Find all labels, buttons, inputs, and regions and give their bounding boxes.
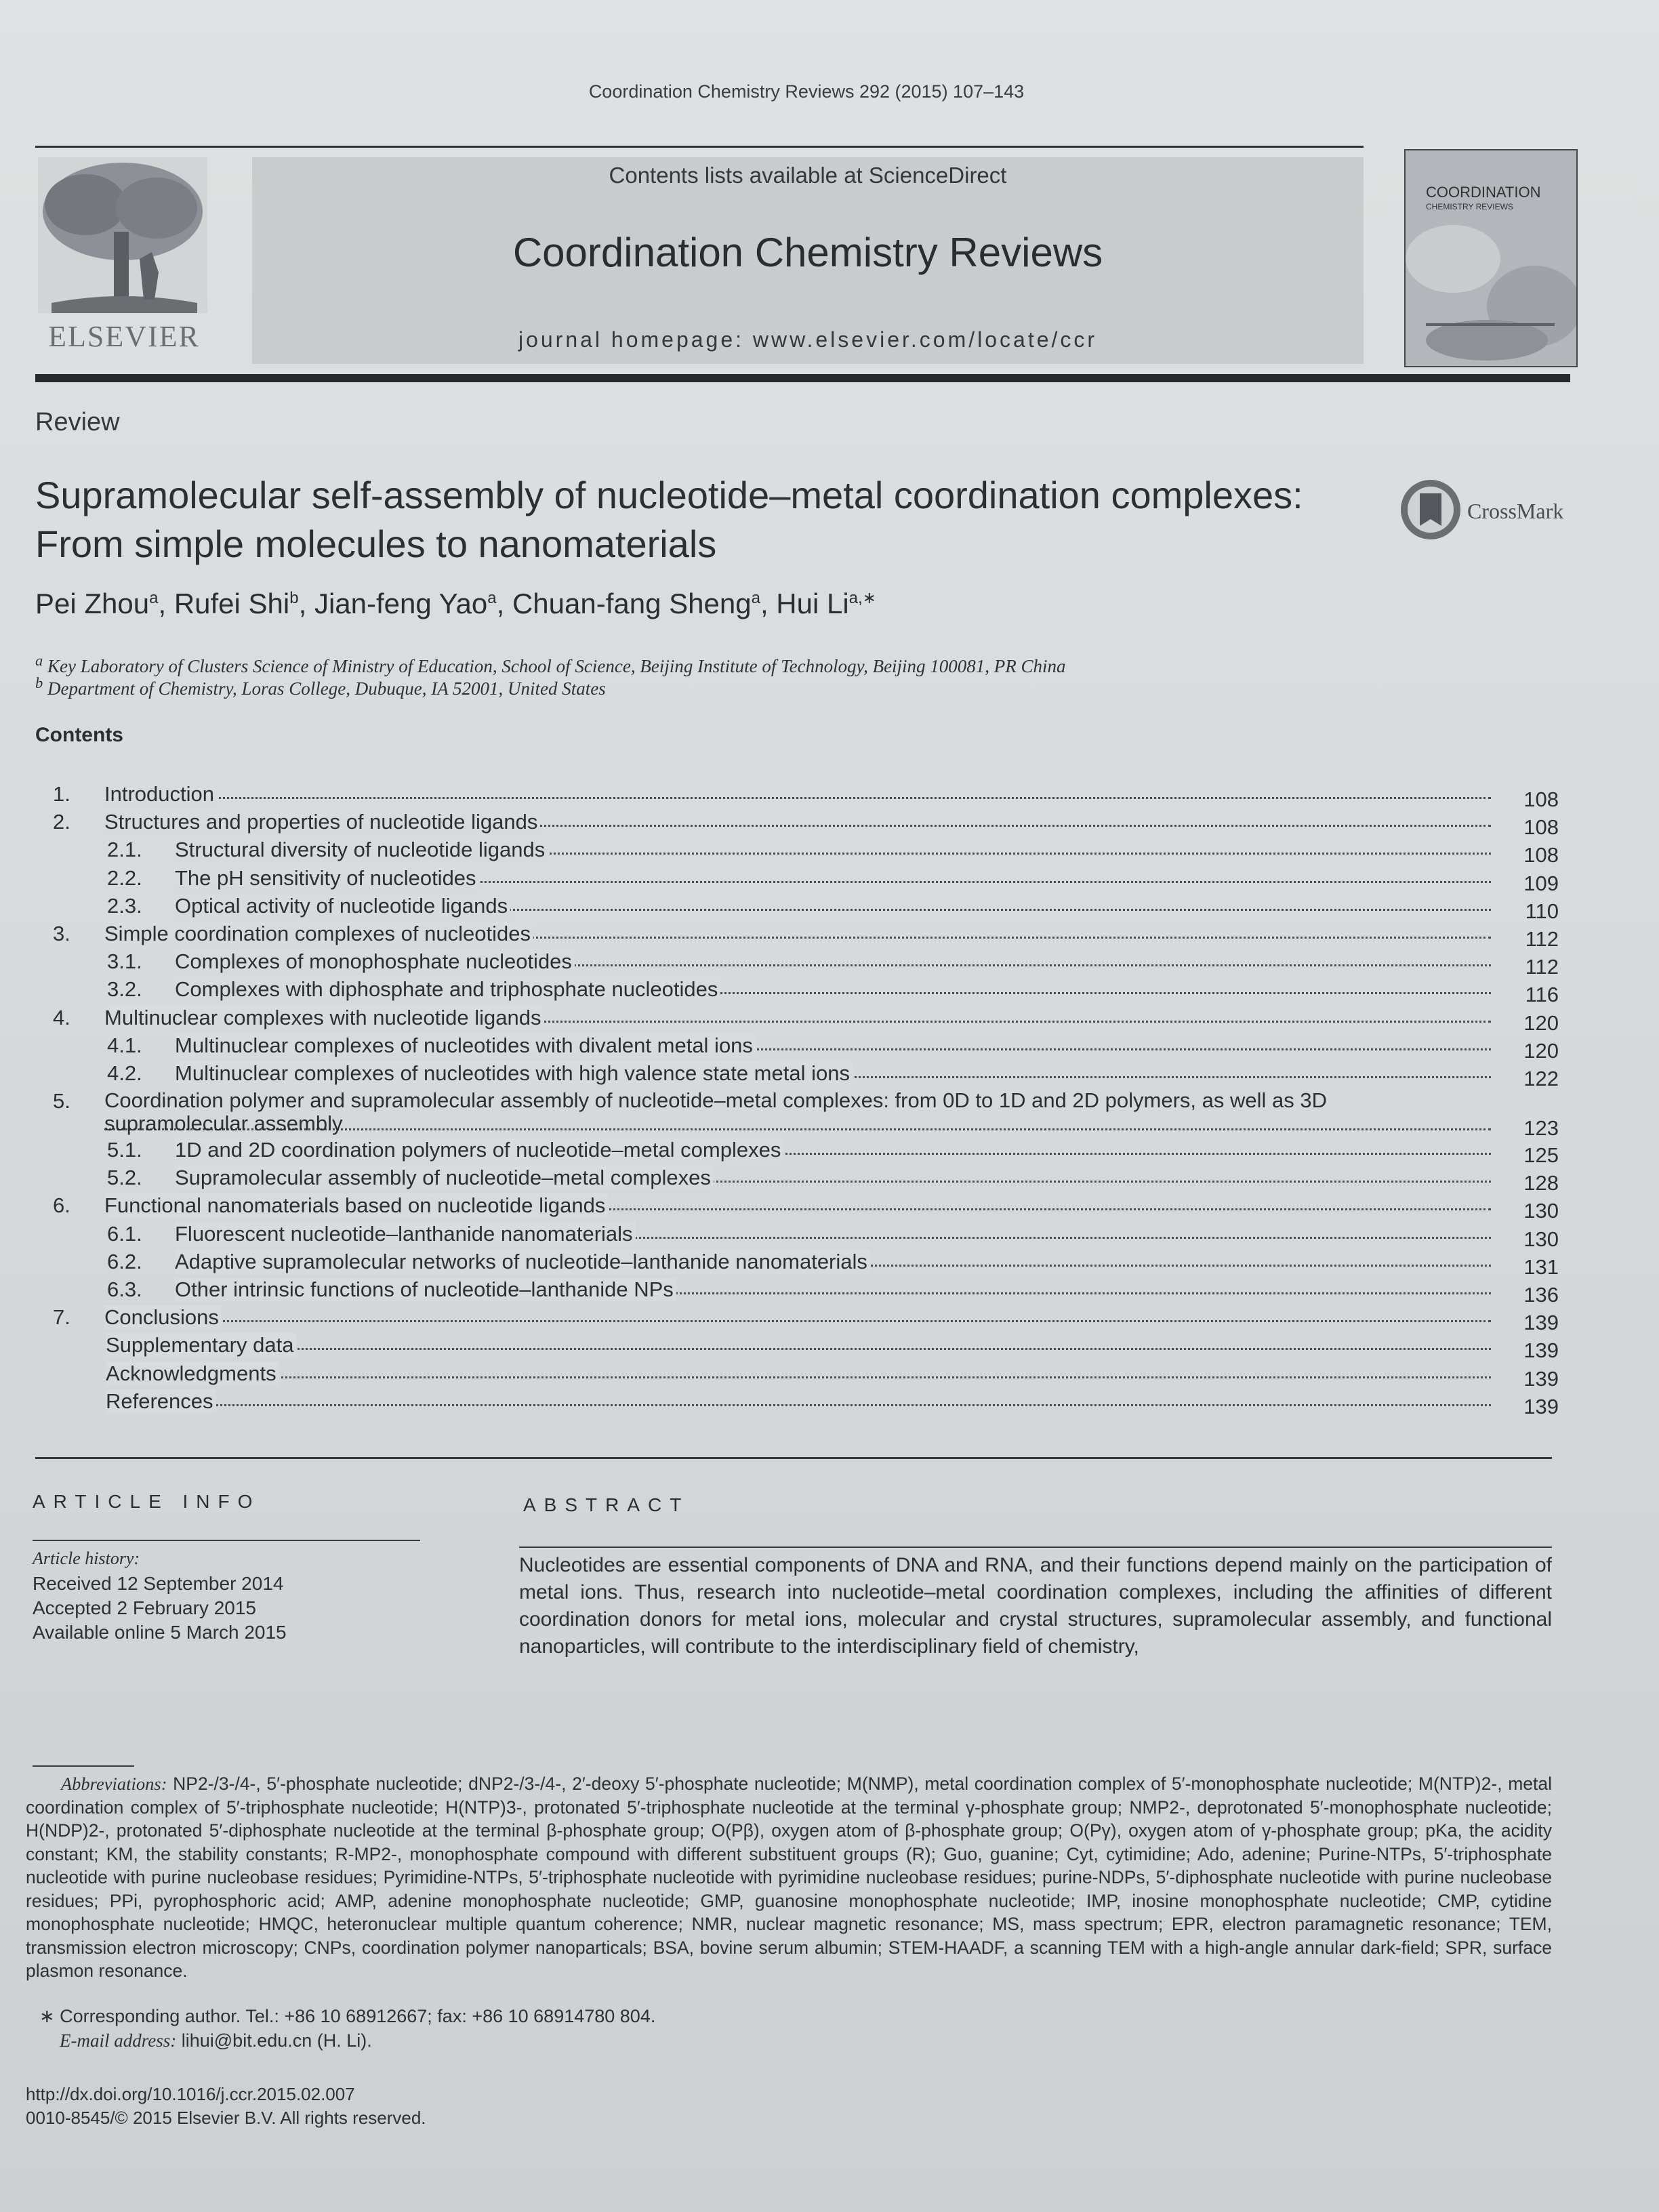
toc-title[interactable]: Complexes of monophosphate nucleotides [175, 949, 575, 974]
article-type: Review [35, 408, 120, 436]
toc-title[interactable]: Multinuclear complexes with nucleotide ligands [104, 1006, 544, 1030]
article-info-heading: ARTICLE INFO [33, 1491, 261, 1512]
author-name[interactable]: Hui Li [776, 588, 849, 619]
toc-number: 6.2. [107, 1249, 142, 1273]
elsevier-logo [35, 157, 213, 354]
toc-dot-leader [106, 1376, 1491, 1378]
affiliation-mark: a [35, 652, 43, 669]
toc-entry[interactable] [42, 1163, 1559, 1195]
cover-title: COORDINATION [1426, 184, 1541, 201]
toc-dot-leader [104, 797, 1491, 799]
crossmark-badge[interactable] [1399, 474, 1582, 549]
toc-page-number: 120 [1523, 1010, 1559, 1035]
toc-entry[interactable] [42, 1303, 1559, 1335]
author-name[interactable]: Rufei Shi [173, 588, 290, 619]
author-list: Pei Zhou$^a$, Rufei Shi$^b$, Jian-feng Yao$^a$, Chuan-fang Sheng$^a$, Hui $Li^{a,∗}$ [35, 588, 876, 619]
cover-texture [1406, 150, 1576, 366]
toc-title[interactable]: Conclusions [104, 1305, 222, 1330]
toc-entry[interactable] [42, 1191, 1559, 1223]
journal-title: Coordination Chemistry Reviews [512, 230, 1103, 275]
email-address[interactable]: lihui@bit.edu.cn (H. Li). [181, 2030, 372, 2051]
contents-end-rule [35, 1457, 1552, 1459]
toc-title[interactable]: Supplementary data [106, 1333, 296, 1357]
abstract-rule [519, 1547, 1552, 1548]
toc-page-number: 110 [1525, 899, 1559, 923]
toc-page-number: 139 [1523, 1366, 1559, 1391]
email-note [60, 2030, 372, 2051]
toc-number: 6.1. [107, 1221, 142, 1246]
toc-entry[interactable] [42, 975, 1559, 1007]
toc-page-number: 108 [1523, 815, 1559, 840]
toc-title[interactable]: The pH sensitivity of nucleotides [175, 866, 479, 890]
toc-page-number: 125 [1523, 1143, 1559, 1168]
affiliation-text: Key Laboratory of Clusters Science of Ministry of Education, School of Science, Beijing Institute of Technology, Beijing 100081, PR China [47, 656, 1066, 676]
toc-entry[interactable] [42, 1247, 1559, 1279]
history-received: Received 12 September 2014 [33, 1573, 284, 1594]
toc-entry[interactable] [42, 1330, 1559, 1363]
toc-page-number: 108 [1523, 843, 1559, 867]
toc-page-number: 112 [1525, 955, 1559, 979]
author-name[interactable]: Pei Zhou [35, 588, 150, 619]
history-accepted: Accepted 2 February 2015 [33, 1597, 256, 1618]
toc-number: 4. [53, 1005, 70, 1029]
toc-entry[interactable] [42, 1059, 1559, 1090]
toc-page-number: 116 [1525, 983, 1559, 1007]
toc-page-number: 122 [1523, 1066, 1559, 1090]
crossmark-label: CrossMark [1467, 499, 1564, 523]
toc-number: 2.2. [107, 865, 142, 890]
affiliation-text: Department of Chemistry, Loras College, Dubuque, IA 52001, United States [47, 678, 606, 699]
toc-page-number: 139 [1523, 1311, 1559, 1335]
toc-title[interactable]: Multinuclear complexes of nucleotides with divalent metal ions [175, 1033, 756, 1058]
toc-title[interactable]: Acknowledgments [106, 1361, 279, 1386]
abstract-heading: ABSTRACT [523, 1494, 690, 1515]
toc-number: 6.3. [107, 1277, 142, 1301]
toc-number: 4.2. [107, 1061, 142, 1085]
doi-link[interactable]: http://dx.doi.org/10.1016/j.ccr.2015.02.007 [26, 2084, 355, 2104]
toc-dot-leader [106, 1404, 1491, 1406]
affiliation-mark: b [35, 674, 43, 691]
toc-title[interactable]: Optical activity of nucleotide ligands [175, 894, 510, 918]
toc-title[interactable]: Supramolecular assembly of nucleotide–metal complexes [175, 1166, 714, 1190]
toc-title[interactable]: Structural diversity of nucleotide ligands [175, 838, 548, 862]
issn-copyright: 0010-8545/© 2015 Elsevier B.V. All rights reserved. [26, 2108, 426, 2128]
author-affiliation-mark: a,∗ [848, 589, 876, 607]
toc-title[interactable]: Simple coordination complexes of nucleotides [104, 922, 533, 946]
abbreviations-label: Abbreviations: [61, 1774, 167, 1794]
table-of-contents [42, 779, 1559, 1418]
author-affiliation-mark: a [487, 589, 497, 607]
crossmark-icon [1399, 478, 1462, 541]
article-info-rule [33, 1540, 420, 1541]
contents-heading: Contents [35, 724, 123, 746]
toc-entry[interactable] [42, 1031, 1559, 1063]
toc-dot-leader [106, 1348, 1491, 1350]
journal-homepage[interactable]: journal homepage: www.elsevier.com/locate/ccr [518, 327, 1098, 352]
toc-title[interactable]: Coordination polymer and supramolecular assembly of nucleotide–metal complexes: from 0D to 1D and 2D polymers, as well as 3D supramolecular assembly [104, 1088, 1328, 1136]
toc-entry[interactable] [42, 863, 1559, 895]
toc-title[interactable]: 1D and 2D coordination polymers of nucleotide–metal complexes [175, 1138, 783, 1162]
header-thick-rule [35, 374, 1570, 382]
journal-reference: Coordination Chemistry Reviews 292 (2015) 107–143 [588, 81, 1025, 102]
toc-title[interactable]: Other intrinsic functions of nucleotide–lanthanide NPs [175, 1277, 676, 1302]
toc-entry[interactable] [42, 1086, 1559, 1141]
toc-entry[interactable] [42, 1003, 1559, 1035]
toc-number: 3. [53, 921, 70, 945]
toc-entry[interactable] [42, 779, 1559, 811]
toc-page-number: 136 [1523, 1283, 1559, 1307]
toc-entry[interactable] [42, 807, 1559, 840]
toc-number: 7. [53, 1305, 70, 1330]
elsevier-wordmark: ELSEVIER [48, 320, 200, 353]
toc-number: 5. [53, 1089, 70, 1113]
toc-number: 5.2. [107, 1166, 142, 1190]
toc-title[interactable]: Multinuclear complexes of nucleotides with high valence state metal ions [175, 1061, 853, 1086]
affiliation-b [35, 674, 606, 699]
contents-available-line: Contents lists available at ScienceDirect [609, 163, 1007, 188]
toc-entry[interactable] [42, 835, 1559, 867]
toc-page-number: 139 [1523, 1394, 1559, 1418]
toc-entry[interactable] [42, 891, 1559, 923]
toc-number: 2.3. [107, 893, 142, 918]
abstract-text: Nucleotides are essential components of DNA and RNA, and their functions depend mainly on the participation of metal ions. Thus, research into nucleotide–metal coordination complexes, including the affinities of different coordination donors for metal ions, molecular and crystal structures, supramolecular assembly, and functional nanoparticles, will contribute to the interdisciplinary field of chemistry, [519, 1554, 1552, 1658]
corresponding-author-note: ∗ Corresponding author. Tel.: +86 10 68912667; fax: +86 10 68914780 804. [39, 2006, 656, 2026]
toc-page-number: 109 [1523, 871, 1559, 895]
toc-entry[interactable] [42, 1275, 1559, 1307]
affiliation-a [35, 652, 1066, 677]
toc-title[interactable]: Fluorescent nucleotide–lanthanide nanomaterials [175, 1222, 636, 1246]
toc-number: 2.1. [107, 838, 142, 862]
footnote-rule [33, 1765, 134, 1767]
toc-page-number: 112 [1525, 926, 1559, 951]
toc-page-number: 123 [1523, 1116, 1559, 1141]
toc-page-number: 128 [1523, 1171, 1559, 1195]
toc-number: 5.1. [107, 1138, 142, 1162]
toc-entry[interactable] [42, 919, 1559, 951]
toc-page-number: 120 [1523, 1038, 1559, 1063]
elsevier-tree-icon [38, 157, 207, 313]
toc-title[interactable]: References [106, 1389, 216, 1414]
toc-page-number: 131 [1523, 1254, 1559, 1279]
abbreviations-footnote [26, 1772, 1552, 1983]
author-affiliation-mark: a [149, 589, 159, 607]
toc-title[interactable]: Functional nanomaterials based on nucleotide ligands [104, 1193, 608, 1218]
toc-number: 3.2. [107, 977, 142, 1002]
toc-entry[interactable] [42, 1387, 1559, 1418]
toc-page-number: 108 [1523, 787, 1559, 811]
toc-dot-leader [104, 1320, 1491, 1322]
email-label: E-mail address: [60, 2030, 177, 2051]
toc-number: 2. [53, 810, 70, 834]
toc-number: 1. [53, 782, 70, 806]
toc-entry[interactable] [42, 1219, 1559, 1251]
toc-entry[interactable] [42, 947, 1559, 979]
author-name[interactable]: Chuan-fang Sheng [512, 588, 752, 619]
toc-title[interactable]: Introduction [104, 782, 217, 806]
toc-title[interactable]: Adaptive supramolecular networks of nucleotide–lanthanide nanomaterials [175, 1250, 870, 1274]
toc-number: 4.1. [107, 1033, 142, 1057]
toc-number: 3.1. [107, 949, 142, 974]
author-affiliation-mark: b [289, 589, 299, 607]
author-name[interactable]: Jian-feng Yao [314, 588, 488, 619]
article-history-label: Article history: [33, 1549, 140, 1568]
toc-page-number: 130 [1523, 1199, 1559, 1223]
toc-entry[interactable] [42, 1359, 1559, 1391]
toc-page-number: 130 [1523, 1227, 1559, 1251]
toc-number: 6. [53, 1193, 70, 1218]
abbreviations-text: NP2-/3-/4-, 5′-phosphate nucleotide; dNP2-/3-/4-, 2′-deoxy 5′-phosphate nucleotide; M(NMP), metal coordination complex of 5′-monophosphate nucleotide; M(NTP)2-, metal coordination complex of 5′-triphosphate nucleotide; H(NTP)3-, protonated 5′-triphosphate nucleotide at the terminal γ-phosphate group; NMP2-, deprotonated 5′-monophosphate nucleotide; H(NDP)2-, protonated 5′-diphosphate nucleotide at the terminal β-phosphate group; O(Pβ), oxygen atom of β-phosphate group; O(Pγ), oxygen atom of γ-phosphate group; pKa, the acidity constant; KM, the stability constants; R-MP2-, monophosphate compound with different substituent groups (R); Guo, guanine; Cyt, cytimidine; Ado, adenine; Purine-NTPs, 5′-triphosphate nucleotide with purine nucleobase residues; Pyrimidine-NTPs, 5′-triphosphate nucleotide with pyrimidine nucleobase residues; purine-NDPs, 5′-diphosphate nucleotide with purine nucleobase residues; PPi, pyrophosphoric acid; AMP, adenine monophosphate nucleotide; GMP, guanosine monophosphate nucleotide; IMP, inosine monophosphate nucleotide; CMP, cytidine monophosphate nucleotide; HMQC, heteronuclear multiple quantum coherence; NMR, nuclear magnetic resonance; MS, mass spectrum; EPR, electron paramagnetic resonance; TEM, transmission electron microscopy; CNPs, coordination polymer nanoparticals; BSA, bovine serum albumin; STEM-HAADF, a scanning TEM with a high-angle annular dark-field; SPR, surface plasmon resonance. [26, 1774, 1552, 1981]
header-rule [35, 146, 1364, 148]
journal-cover-thumbnail [1404, 149, 1578, 367]
toc-entry[interactable] [42, 1135, 1559, 1168]
toc-title[interactable]: Structures and properties of nucleotide ligands [104, 810, 540, 834]
history-available-online: Available online 5 March 2015 [33, 1622, 287, 1643]
article-title: Supramolecular self-assembly of nucleotide–metal coordination complexes: From simple molecules to nanomaterials [35, 474, 1303, 565]
toc-title[interactable]: Complexes with diphosphate and triphosphate nucleotides [175, 977, 720, 1002]
toc-page-number: 139 [1523, 1338, 1559, 1363]
author-affiliation-mark: a [751, 589, 760, 607]
cover-subtitle: CHEMISTRY REVIEWS [1426, 202, 1513, 211]
